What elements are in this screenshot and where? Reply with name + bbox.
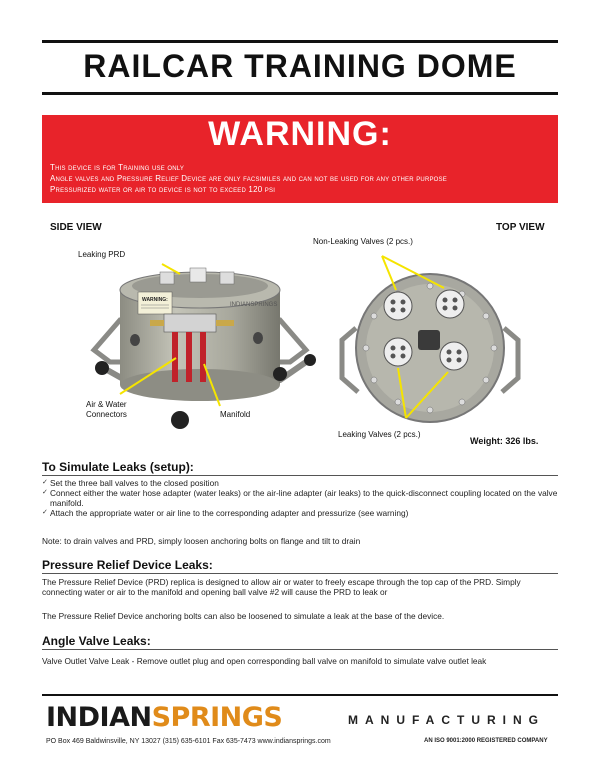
callout-manifold: Manifold xyxy=(220,410,251,419)
manufacturing-label: MANUFACTURING xyxy=(348,713,545,727)
iso-registration: AN ISO 9001:2000 REGISTERED COMPANY xyxy=(424,738,548,744)
section-heading-simulate: To Simulate Leaks (setup): xyxy=(42,460,194,474)
checkmark-icon: ✓ xyxy=(42,479,48,486)
section-rule-simulate xyxy=(42,475,558,476)
callout-air-water-2: Connectors xyxy=(86,410,127,419)
angle-paragraph: Valve Outlet Valve Leak - Remove outlet plug and open corresponding ball valve on manifold to simulate valve outlet leak xyxy=(42,656,487,666)
bullet-text: Attach the appropriate water or air line to the corresponding adapter and pressurize (see warning) xyxy=(50,508,409,518)
weight-label: Weight: 326 lbs. xyxy=(470,436,539,446)
warning-line-1: This device is for Training use only xyxy=(50,163,185,172)
logo-indian: INDIAN xyxy=(46,702,152,733)
section-rule-prd xyxy=(42,573,558,574)
drain-note: Note: to drain valves and PRD, simply loosen anchoring bolts on flange and tilt to drain xyxy=(42,536,361,546)
prd-paragraph-1: The Pressure Relief Device (PRD) replica is designed to allow air or water to freely escape through the top cap of the PRD. Simply connecting water or air to the manifold and opening ball valve #2 will cause the PRD to leak or xyxy=(42,577,521,597)
page-title: RAILCAR TRAINING DOME xyxy=(83,48,517,84)
title-bottom-rule xyxy=(42,92,558,95)
callout-air-water-1: Air & Water xyxy=(86,400,127,409)
warning-line-3: Pressurized water or air to device is not to exceed 120 psi xyxy=(50,185,276,194)
checkmark-icon: ✓ xyxy=(42,489,48,496)
simulate-bullet-list xyxy=(42,478,558,518)
company-logo xyxy=(46,702,282,733)
company-address: PO Box 469 Baldwinsville, NY 13027 (315) 635-6101 Fax 635-7473 www.indiansprings.com xyxy=(46,738,331,745)
bullet-text: Connect either the water hose adapter (water leaks) or the air-line adapter (air leaks) to the quick-disconnect coupling located on the valve manifold. xyxy=(50,488,558,508)
section-rule-angle xyxy=(42,649,558,650)
warning-line-2: Angle valves and Pressure Relief Device are only facsimiles and can not be used for any other purpose xyxy=(50,174,447,183)
section-heading-angle: Angle Valve Leaks: xyxy=(42,634,151,648)
list-item xyxy=(42,478,558,488)
top-view-label: TOP VIEW xyxy=(496,222,545,233)
top-view-image xyxy=(336,248,526,428)
list-item xyxy=(42,488,558,508)
list-item xyxy=(42,508,558,518)
warning-box xyxy=(42,115,558,203)
bullet-text: Set the three ball valves to the closed position xyxy=(50,478,219,488)
logo-springs: SPRINGS xyxy=(151,702,283,733)
prd-paragraph-2: The Pressure Relief Device anchoring bolts can also be loosened to simulate a leak at the base of the device. xyxy=(42,611,445,621)
callout-non-leaking: Non-Leaking Valves (2 pcs.) xyxy=(313,237,413,246)
plate-text: WARNING: xyxy=(142,297,168,303)
callout-leaking-prd: Leaking PRD xyxy=(78,250,126,259)
checkmark-icon: ✓ xyxy=(42,509,48,516)
section-heading-prd: Pressure Relief Device Leaks: xyxy=(42,558,213,572)
footer-rule xyxy=(42,694,558,696)
title-top-rule xyxy=(42,40,558,43)
callout-leaking: Leaking Valves (2 pcs.) xyxy=(338,430,421,439)
side-view-label: SIDE VIEW xyxy=(50,222,102,233)
drum-brand-text: INDIANSPRINGS xyxy=(230,302,278,308)
warning-heading: WARNING: xyxy=(208,115,392,153)
